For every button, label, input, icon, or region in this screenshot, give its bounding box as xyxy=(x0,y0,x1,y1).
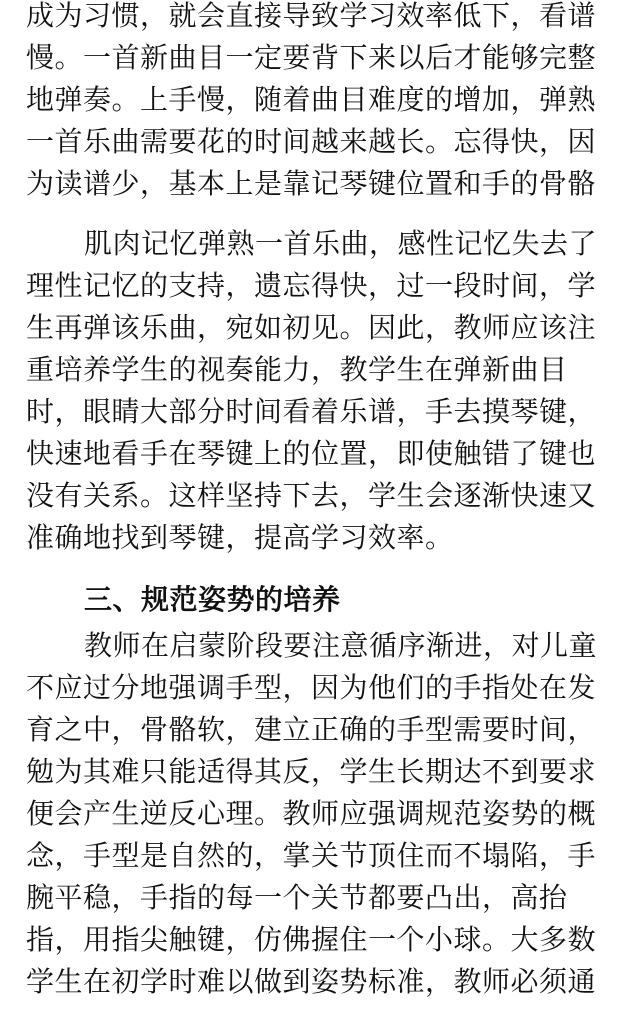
text-line: 便会产生逆反心理。教师应强调规范姿势的概 xyxy=(26,797,597,830)
text-line: 理性记忆的支持，遗忘得快，过一段时间，学 xyxy=(26,269,597,302)
text-line: 慢。一首新曲目一定要背下来以后才能够完整 xyxy=(26,41,597,74)
text-line: 成为习惯，就会直接导致学习效率低下，看谱 xyxy=(26,0,597,32)
text-line: 腕平稳，手指的每一个关节都要凸出，高抬 xyxy=(26,881,568,914)
text-line: 时，眼睛大部分时间看着乐谱，手去摸琴键， xyxy=(26,395,597,428)
text-line: 生再弹该乐曲，宛如初见。因此，教师应该注 xyxy=(26,311,597,344)
section-heading: 三、规范姿势的培养 xyxy=(84,583,341,616)
text-line: 念，手型是自然的，掌关节顶住而不塌陷，手 xyxy=(26,839,597,872)
text-line: 准确地找到琴键，提高学习效率。 xyxy=(26,521,454,554)
text-line: 一首乐曲需要花的时间越来越长。忘得快，因 xyxy=(26,125,597,158)
text-line: 重培养学生的视奏能力，教学生在弹新曲目 xyxy=(26,353,568,386)
text-line: 学生在初学时难以做到姿势标准，教师必须通 xyxy=(26,965,597,998)
text-line: 为读谱少，基本上是靠记琴键位置和手的骨骼 xyxy=(26,167,597,200)
text-line: 教师在启蒙阶段要注意循序渐进，对儿童 xyxy=(84,629,598,662)
text-line: 肌肉记忆弹熟一首乐曲，感性记忆失去了 xyxy=(84,227,598,260)
text-line: 快速地看手在琴键上的位置，即使触错了键也 xyxy=(26,437,597,470)
text-line: 育之中，骨骼软，建立正确的手型需要时间， xyxy=(26,713,597,746)
text-line: 没有关系。这样坚持下去，学生会逐渐快速又 xyxy=(26,479,597,512)
text-line: 不应过分地强调手型，因为他们的手指处在发 xyxy=(26,671,597,704)
text-line: 勉为其难只能适得其反，学生长期达不到要求 xyxy=(26,755,597,788)
text-line: 指，用指尖触键，仿佛握住一个小球。大多数 xyxy=(26,923,597,956)
text-line: 地弹奏。上手慢，随着曲目难度的增加，弹熟 xyxy=(26,83,597,116)
